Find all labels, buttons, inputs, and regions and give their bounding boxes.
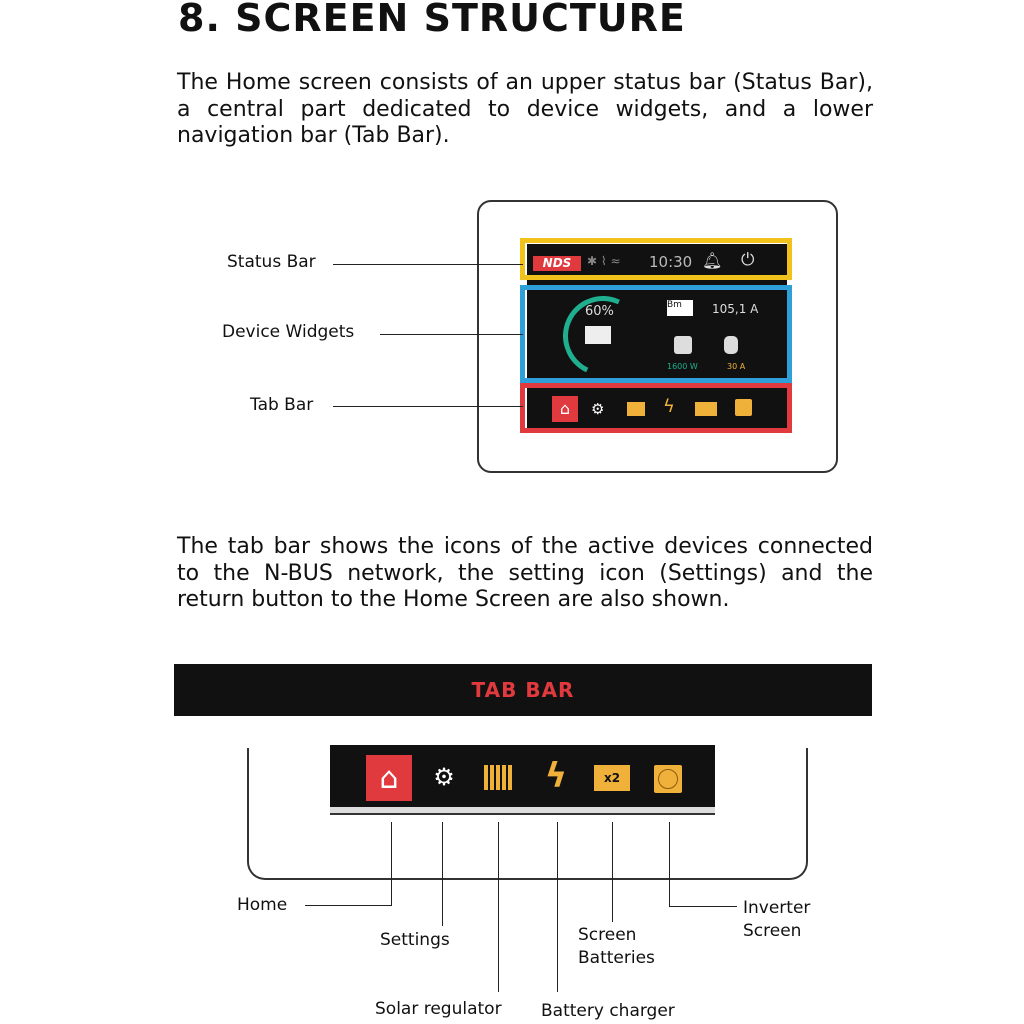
label-device-widgets: Device Widgets: [222, 322, 355, 342]
battery-charger-icon[interactable]: ϟ: [544, 756, 568, 796]
label-home: Home: [237, 895, 288, 915]
leader-line: [391, 822, 392, 906]
brand-logo: NDS: [533, 256, 581, 271]
label-screen-batteries: Screen Batteries: [578, 925, 655, 968]
leader-line: [333, 264, 523, 265]
settings-icon[interactable]: ⚙: [433, 763, 455, 791]
tab-bar-frame: [520, 383, 792, 433]
label-solar-regulator: Solar regulator: [375, 999, 502, 1019]
charger-tab-icon[interactable]: ϟ: [663, 396, 675, 417]
settings-tab-icon[interactable]: ⚙: [591, 400, 605, 418]
leader-line: [669, 822, 670, 906]
current-value: 105,1 A: [712, 302, 759, 316]
page-title: 8. SCREEN STRUCTURE: [178, 0, 686, 40]
leader-line: [498, 822, 499, 992]
leader-line: [305, 905, 392, 906]
soc-value: 60%: [585, 304, 614, 319]
solar-regulator-icon[interactable]: [484, 765, 514, 790]
home-icon[interactable]: ⌂: [366, 755, 412, 801]
tab-bar: [330, 745, 715, 813]
label-status-bar: Status Bar: [227, 252, 316, 272]
leader-line: [612, 822, 613, 922]
home-tab-icon[interactable]: ⌂: [552, 396, 578, 422]
leader-line: [380, 334, 523, 335]
leader-line: [557, 822, 558, 992]
power-icon[interactable]: ⏻: [741, 250, 755, 270]
label-tab-bar: Tab Bar: [250, 395, 314, 415]
charger-current-value: 30 A: [727, 362, 746, 371]
clock: 10:30: [649, 253, 693, 271]
leader-line: [333, 406, 523, 407]
batteries-icon[interactable]: x2: [594, 765, 630, 791]
badge: Bm: [667, 300, 693, 316]
bluetooth-icon: ✱ ⌇ ≈: [587, 254, 621, 268]
device-widgets-frame: [520, 285, 792, 383]
banner-title: TAB BAR: [471, 678, 575, 702]
leader-line: [442, 822, 443, 926]
bell-icon[interactable]: 🔔︎: [702, 251, 723, 270]
power-value: 1600 W: [667, 362, 698, 371]
intro-paragraph: The Home screen consists of an upper status bar (Status Bar), a central part dedicated to device widgets, and a lower navigation bar (Tab Bar).: [177, 70, 873, 148]
status-bar-frame: [520, 238, 792, 280]
tab-bar-banner: [174, 664, 872, 716]
label-settings: Settings: [380, 930, 450, 950]
label-inverter-screen: Inverter Screen: [743, 898, 811, 941]
inverter-icon[interactable]: [654, 765, 682, 793]
label-battery-charger: Battery charger: [541, 1001, 675, 1021]
leader-line: [669, 906, 737, 907]
tab-paragraph: The tab bar shows the icons of the active devices connected to the N-BUS network, the setting icon (Settings) and the return button to the Home Screen are also shown.: [177, 534, 873, 612]
